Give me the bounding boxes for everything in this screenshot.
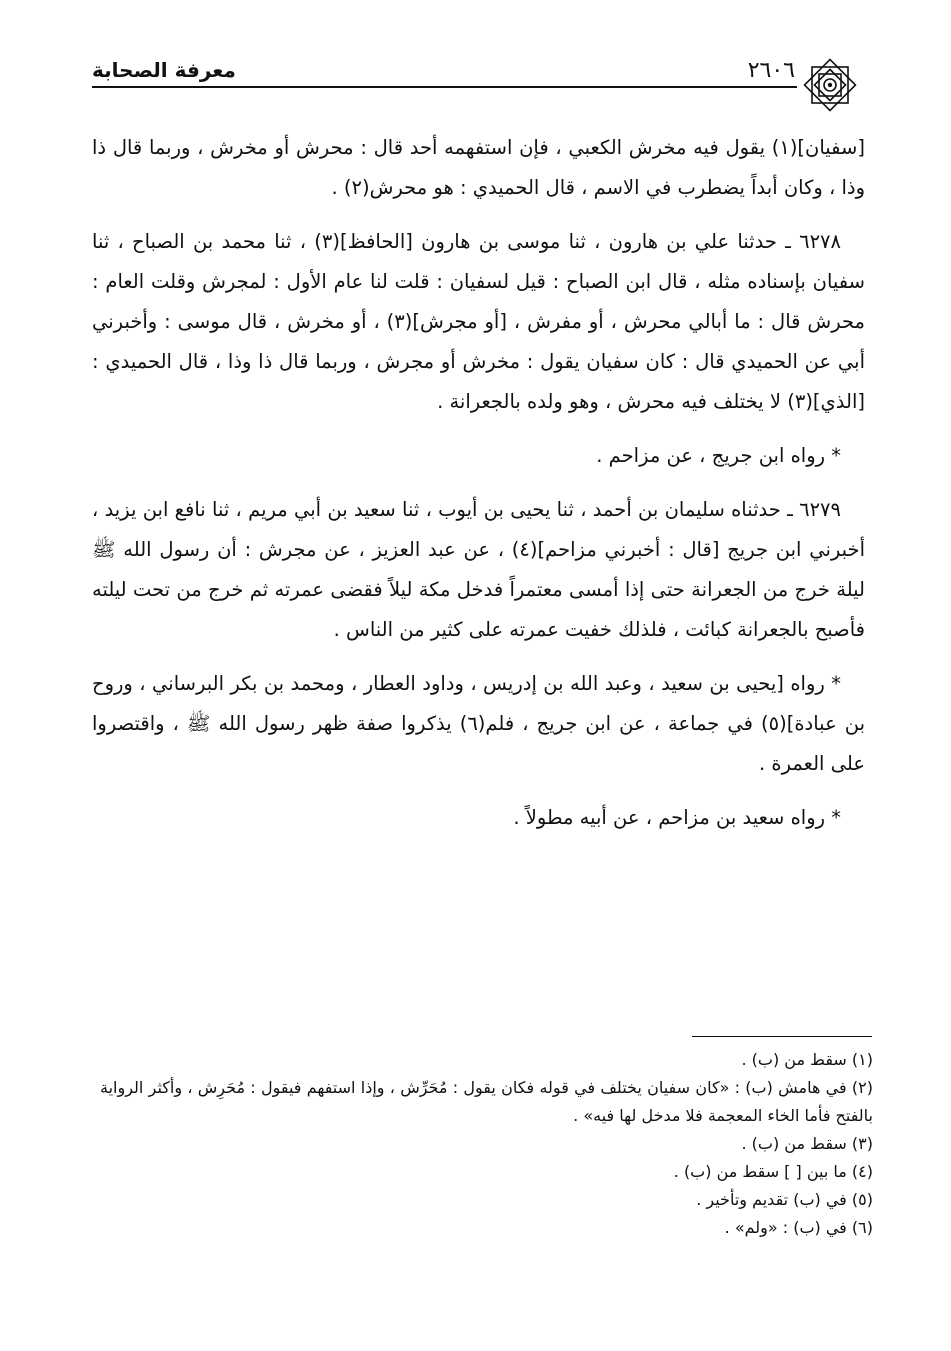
page-number: ٢٦٠٦ <box>747 58 795 83</box>
hadith-6279: ٦٢٧٩ ـ حدثناه سليمان بن أحمد ، ثنا يحيى بن أيوب ، ثنا سعيد بن أبي مريم ، ثنا نافع ابن يزيد ، أخبرني ابن جريج [قال : أخبرني مزاحم](٤) ، عن عبد العزيز ، عن مجرش : أن رسول الله ﷺ ليلة خرج من الجعرانة حتى إذا أمسى معتمراً فدخل مكة ليلاً فقضى عمرته ثم خرج من تحت ليلته فأصبح بالجعرانة كبائت ، فلذلك خفيت عمرته على كثير من الناس . <box>92 498 866 641</box>
footnote-item: (٥) في (ب) تقديم وتأخير . <box>696 1190 873 1209</box>
footnote-item: (٢) في هامش (ب) : «كان سفيان يختلف في قوله فكان يقول : مُحَرِّش ، وإذا استفهم فيقول : مُحَرِش ، وأكثر الرواية بالفتح فأما الخاء المعجمة فلا مدخل لها فيه» . <box>100 1078 873 1125</box>
note-narrators: * رواه [يحيى بن سعيد ، وعبد الله بن إدريس ، وداود العطار ، ومحمد بن بكر البرساني ، وروح بن عبادة](٥) في جماعة ، عن ابن جريج ، فلم(٦) يذكروا صفة ظهر رسول الله ﷺ ، واقتصروا على العمرة . <box>92 672 866 775</box>
page-header <box>92 56 859 120</box>
note-ibn-jurayj: * رواه ابن جريج ، عن مزاحم . <box>596 444 841 467</box>
octagonal-star-ornament-icon <box>801 56 859 114</box>
footnote-item: (٦) في (ب) : «ولم» . <box>724 1218 873 1237</box>
footnote-rule <box>692 1036 872 1037</box>
note-said-ibn-muzahim: * رواه سعيد بن مزاحم ، عن أبيه مطولاً . <box>513 806 841 829</box>
book-title: معرفة الصحابة <box>92 58 236 82</box>
paragraph-continuation: [سفيان](١) يقول فيه مخرش الكعبي ، فإن استفهمه أحد قال : محرش أو مخرش ، وربما قال ذا وذا ، وكان أبداً يضطرب في الاسم ، قال الحميدي : هو محرش(٢) . <box>92 136 865 199</box>
footnote-item: (٤) ما بين [ ] سقط من (ب) . <box>673 1162 873 1181</box>
header-rule <box>92 86 797 88</box>
main-text <box>92 128 865 852</box>
footnote-item: (٣) سقط من (ب) . <box>741 1134 873 1153</box>
footnotes <box>100 1046 873 1242</box>
footnote-item: (١) سقط من (ب) . <box>741 1050 873 1069</box>
hadith-6278: ٦٢٧٨ ـ حدثنا علي بن هارون ، ثنا موسى بن هارون [الحافظ](٣) ، ثنا محمد بن الصباح ، ثنا سفيان بإسناده مثله ، قال ابن الصباح : قيل لسفيان : قلت لنا عام الأول : لمجرش وقلت العام : محرش قال : ما أبالي محرش ، أو مفرش ، [أو مجرش](٣) ، أو مخرش ، قال موسى : وأخبرني أبي عن الحميدي قال : كان سفيان يقول : مخرش أو مجرش ، وربما قال ذا وذا ، قال الحميدي : [الذي](٣) لا يختلف فيه محرش ، وهو ولده بالجعرانة . <box>92 230 865 413</box>
